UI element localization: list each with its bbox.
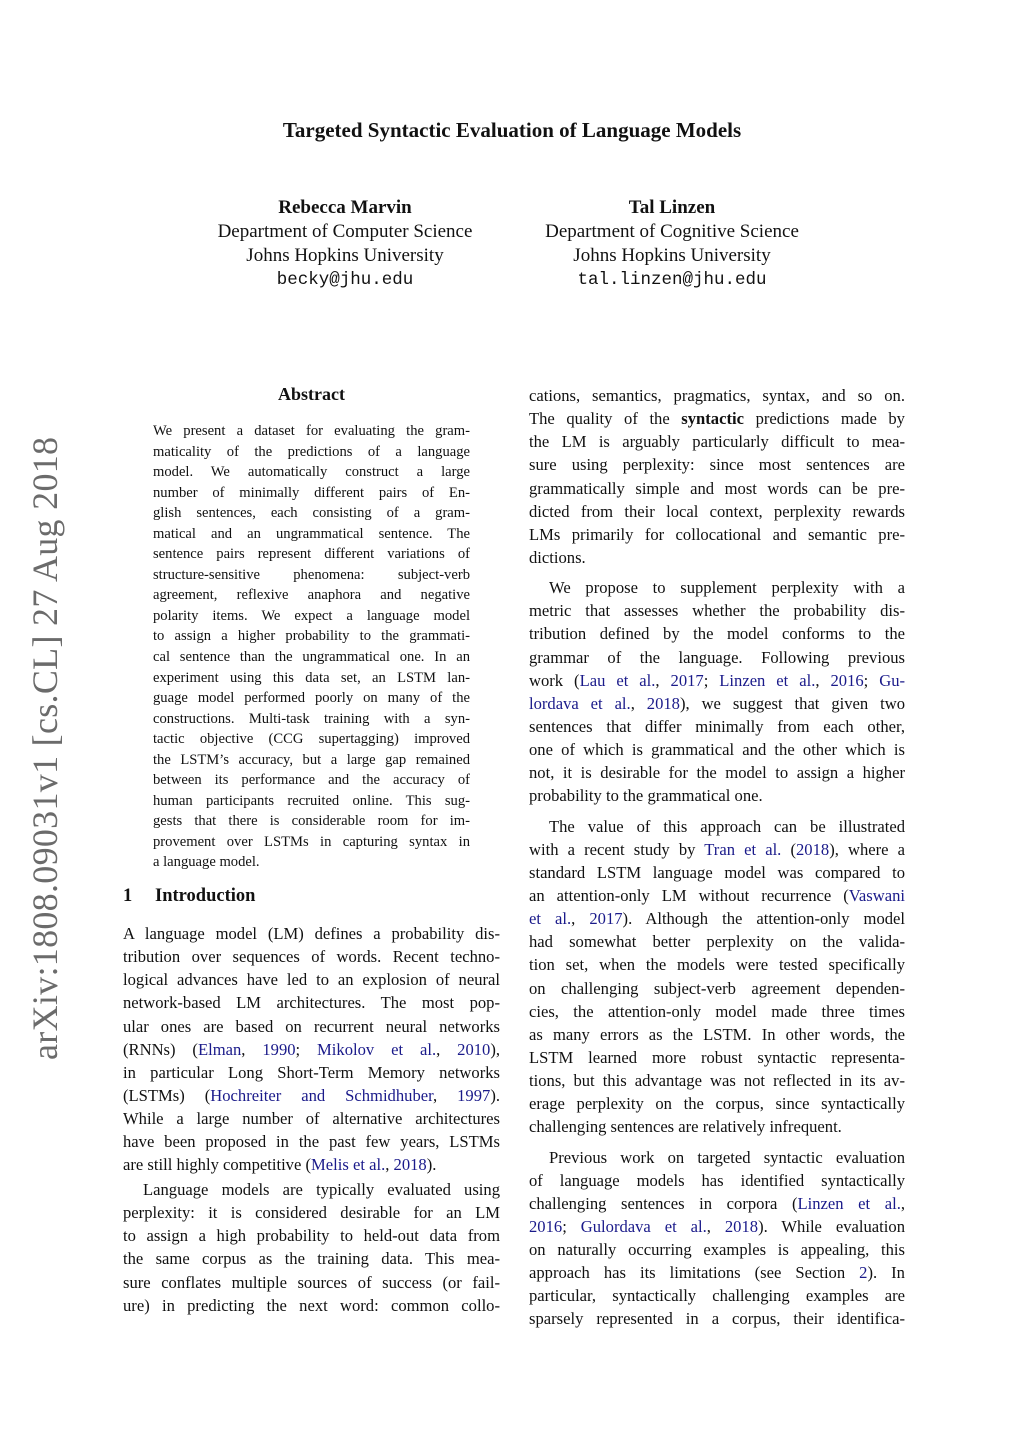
text-line <box>529 669 905 692</box>
text-span: We propose to supplement perplexity with a <box>549 578 905 598</box>
text-line <box>529 692 905 715</box>
citation-link[interactable]: Melis et al. <box>311 1155 386 1175</box>
text-span: , <box>900 1193 905 1213</box>
text-span: challenging sentences in corpora ( <box>529 1193 798 1213</box>
abstract-line: between its performance and the accuracy of <box>153 772 470 789</box>
intro-paragraph-1 <box>123 922 500 1177</box>
text-span: While a large number of alternative architectures <box>123 1109 500 1129</box>
text-span: erage perplexity on the corpus, since syntactically <box>529 1094 905 1114</box>
text-line <box>123 1294 500 1317</box>
text-line <box>123 1271 500 1294</box>
text-line <box>529 1069 905 1092</box>
author-email: tal.linzen@jhu.edu <box>577 270 767 290</box>
text-span: The quality of the <box>529 409 682 429</box>
abstract-line: provement over LSTMs in capturing syntax in <box>153 833 470 850</box>
text-line <box>529 1046 905 1069</box>
text-span: Previous work on targeted syntactic evaluation <box>549 1147 905 1167</box>
text-line <box>529 715 905 738</box>
abstract-body <box>153 421 470 873</box>
text-span: not, it is desirable for the model to assign a higher <box>529 763 905 783</box>
abstract-line: guage model performed poorly on many of the <box>153 690 470 707</box>
text-line <box>529 861 905 884</box>
text-span: ; <box>703 670 720 690</box>
text-span: perplexity: it is considered desirable for an LM <box>123 1203 500 1223</box>
text-span: ), where a <box>829 839 906 859</box>
citation-link[interactable]: 2018 <box>393 1155 427 1175</box>
text-line <box>123 1084 500 1107</box>
text-line <box>529 1023 905 1046</box>
text-span: sparsely represented in a corpus, their identifica- <box>529 1309 905 1329</box>
text-line <box>529 930 905 953</box>
text-line <box>529 884 905 907</box>
text-span: logical advances have led to an explosion of neural <box>123 970 500 990</box>
text-line <box>529 1215 905 1238</box>
text-line <box>529 576 905 599</box>
text-line <box>529 430 905 453</box>
text-span: on naturally occurring examples is appealing, this <box>529 1240 905 1260</box>
citation-link[interactable]: Linzen et al. <box>797 1193 901 1213</box>
text-span: sure using perplexity: since most sentences are <box>529 455 905 475</box>
citation-link[interactable]: Hochreiter and Schmidhuber <box>210 1085 433 1105</box>
text-span: standard LSTM language model was compared to <box>529 862 905 882</box>
text-span: (LSTMs) ( <box>123 1085 211 1105</box>
citation-link[interactable]: Elman <box>197 1039 242 1059</box>
text-span: network-based LM architectures. The most pop- <box>123 993 500 1013</box>
abstract-line: a language model. <box>153 854 260 871</box>
author-name: Rebecca Marvin <box>278 197 412 218</box>
author-block-2 <box>502 196 842 292</box>
abstract-line: gests that there is considerable room for im- <box>153 813 470 830</box>
text-line <box>529 784 905 807</box>
author-university: Johns Hopkins University <box>246 245 444 266</box>
text-line <box>529 1092 905 1115</box>
text-span: had somewhat better perplexity on the valida- <box>529 932 905 952</box>
text-line <box>529 838 905 861</box>
text-line <box>529 477 905 500</box>
paper-title: Targeted Syntactic Evaluation of Language Models <box>282 118 742 142</box>
text-span: dictions. <box>529 547 586 567</box>
citation-link[interactable]: 1990 <box>262 1039 296 1059</box>
text-span: , <box>815 670 831 690</box>
text-span: metric that assesses whether the probability dis- <box>529 601 905 621</box>
citation-link[interactable]: et al. <box>529 909 572 929</box>
text-line <box>529 546 905 569</box>
citation-link[interactable]: 2 <box>859 1263 868 1283</box>
intro-paragraph-2 <box>123 1178 500 1317</box>
citation-link[interactable]: 2017 <box>589 909 623 929</box>
text-span: in particular Long Short-Term Memory networks <box>123 1062 500 1082</box>
text-line <box>529 1238 905 1261</box>
text-span: ; <box>295 1039 318 1059</box>
text-line <box>123 1178 500 1201</box>
text-span: LMs primarily for collocational and semantic pre- <box>529 524 905 544</box>
text-line <box>529 646 905 669</box>
citation-link[interactable]: Gulordava et al. <box>580 1216 707 1236</box>
abstract-line: polarity items. We expect a language model <box>153 607 470 624</box>
citation-link[interactable]: lordava et al. <box>529 693 631 713</box>
author-name: Tal Linzen <box>628 197 716 218</box>
text-span: ). Although the attention-only model <box>622 909 906 929</box>
citation-link[interactable]: Gu- <box>879 670 906 690</box>
text-line <box>123 1153 500 1176</box>
abstract-line: constructions. Multi-task training with a syn- <box>153 710 470 727</box>
text-span: ; <box>562 1216 581 1236</box>
text-span: the LM is arguably particularly difficult to mea- <box>529 432 905 452</box>
text-line <box>529 1261 905 1284</box>
text-span: ), <box>490 1039 501 1059</box>
text-line <box>529 1115 905 1138</box>
text-span: , <box>655 670 671 690</box>
text-line <box>529 599 905 622</box>
abstract-line: tactic objective (CCG supertagging) improved <box>153 731 470 748</box>
text-span: tribution over sequences of words. Recent techno- <box>123 947 500 967</box>
citation-link[interactable]: Lau et al. <box>579 670 656 690</box>
text-line <box>529 1000 905 1023</box>
text-span: ( <box>781 839 796 859</box>
text-span: cies, the attention-only model made three times <box>529 1001 905 1021</box>
text-span: tion set, when the models were tested specifically <box>529 955 905 975</box>
text-line <box>123 1224 500 1247</box>
text-line <box>123 1061 500 1084</box>
text-line <box>123 1015 500 1038</box>
text-line <box>529 1307 905 1330</box>
text-span: , <box>241 1039 263 1059</box>
abstract-line: number of minimally different pairs of En- <box>153 484 470 501</box>
text-line <box>529 761 905 784</box>
text-line <box>529 977 905 1000</box>
text-span: , <box>706 1216 725 1236</box>
abstract-line: experiment using this data set, an LSTM lan- <box>153 669 470 686</box>
abstract-line: sentence pairs represent different variations of <box>153 546 470 563</box>
text-line <box>529 622 905 645</box>
abstract-line: structure-sensitive phenomena: subject-verb <box>153 566 470 583</box>
text-line <box>529 407 905 430</box>
text-span: , <box>385 1155 394 1175</box>
text-span: with a recent study by <box>529 839 705 859</box>
citation-link[interactable]: 2018 <box>646 693 680 713</box>
text-span: work ( <box>529 670 580 690</box>
text-span: challenging sentences are relatively infrequent. <box>529 1117 842 1137</box>
text-span: tions, but this advantage was not reflected in its av- <box>529 1071 905 1091</box>
author-department: Department of Cognitive Science <box>545 221 799 242</box>
text-line <box>529 1146 905 1169</box>
abstract-line: matical and an ungrammatical sentence. The <box>153 525 470 542</box>
citation-link[interactable]: Vaswani <box>848 885 905 905</box>
text-line <box>123 1247 500 1270</box>
abstract-line: model. We automatically construct a large <box>153 464 470 481</box>
text-span: ure) in predicting the next word: common collo- <box>123 1295 500 1315</box>
text-span: ular ones are based on recurrent neural networks <box>123 1016 500 1036</box>
text-line <box>529 907 905 930</box>
text-span: ; <box>863 670 880 690</box>
citation-link[interactable]: 2018 <box>796 839 830 859</box>
text-span: grammar of the language. Following previous <box>529 647 905 667</box>
text-span: , <box>630 693 647 713</box>
text-span: as many errors as the LSTM. In other words, the <box>529 1024 905 1044</box>
text-line <box>123 1107 500 1130</box>
bold-term: syntactic <box>681 409 744 429</box>
text-span: ). <box>490 1085 500 1105</box>
text-span: ). While evaluation <box>758 1216 905 1236</box>
section-heading <box>123 886 255 907</box>
abstract-heading: Abstract <box>278 384 345 404</box>
text-line <box>529 738 905 761</box>
text-span: , <box>432 1085 458 1105</box>
text-span: dicted from their local context, perplexity rewards <box>529 501 905 521</box>
text-span: of language models has identified syntactically <box>529 1170 905 1190</box>
citation-link[interactable]: 1997 <box>457 1085 491 1105</box>
citation-link[interactable]: Linzen et al. <box>719 670 816 690</box>
text-span: (RNNs) ( <box>123 1039 198 1059</box>
text-span: ), we suggest that given two <box>679 693 906 713</box>
text-line <box>529 1284 905 1307</box>
abstract-line: agreement, reflexive anaphora and negative <box>153 587 470 604</box>
abstract-line: to assign a higher probability to the grammati- <box>153 628 470 645</box>
text-line <box>529 815 905 838</box>
text-span: , <box>436 1039 458 1059</box>
text-line <box>529 953 905 976</box>
text-span: ). <box>426 1155 437 1175</box>
text-span: sentences that differ minimally from each other, <box>529 716 905 736</box>
author-university: Johns Hopkins University <box>573 245 771 266</box>
text-line <box>123 1038 500 1061</box>
abstract-line: the LSTM’s accuracy, but a large gap remained <box>153 751 470 768</box>
text-line <box>529 453 905 476</box>
text-span: predictions made by <box>743 409 905 429</box>
abstract-line: maticality of the predictions of a language <box>153 443 470 460</box>
text-line <box>123 922 500 945</box>
citation-link[interactable]: Tran et al. <box>704 839 782 859</box>
citation-link[interactable]: Mikolov et al. <box>317 1039 437 1059</box>
text-span: have been proposed in the past few years, LSTMs <box>123 1132 500 1152</box>
text-span: on challenging subject-verb agreement dependen- <box>529 978 905 998</box>
text-span: the same corpus as the training data. This mea- <box>123 1249 500 1269</box>
text-span: LSTM learned more robust syntactic representa- <box>529 1047 905 1067</box>
text-span: approach has its limitations (see Section <box>529 1263 860 1283</box>
text-span: are still highly competitive ( <box>123 1155 312 1175</box>
author-block-1 <box>175 196 515 292</box>
text-line <box>123 1201 500 1224</box>
text-span: The value of this approach can be illustrated <box>549 816 905 836</box>
text-span: particular, syntactically challenging examples are <box>529 1286 905 1306</box>
text-line <box>123 945 500 968</box>
citation-link[interactable]: 2016 <box>830 670 864 690</box>
text-span: , <box>571 909 590 929</box>
text-span: tribution defined by the model conforms to the <box>529 624 905 644</box>
text-line <box>123 1130 500 1153</box>
abstract-line: cal sentence than the ungrammatical one. In an <box>153 649 470 666</box>
text-line <box>123 991 500 1014</box>
text-span: one of which is grammatical and the other which is <box>529 740 905 760</box>
author-department: Department of Computer Science <box>217 221 473 242</box>
text-line <box>529 384 905 407</box>
section-title: Introduction <box>155 886 256 906</box>
citation-link[interactable]: 2010 <box>457 1039 491 1059</box>
text-line <box>529 500 905 523</box>
text-span: cations, semantics, pragmatics, syntax, and so on. <box>529 386 905 405</box>
text-span: grammatically simple and most words can be pre- <box>529 478 905 498</box>
citation-link[interactable]: 2018 <box>724 1216 759 1236</box>
author-email: becky@jhu.edu <box>276 270 414 290</box>
citation-link[interactable]: 2017 <box>670 670 704 690</box>
text-span: an attention-only LM without recurrence ( <box>529 885 849 905</box>
text-line <box>529 1169 905 1192</box>
text-line <box>123 968 500 991</box>
text-span: sure conflates multiple sources of success (or fail- <box>123 1272 500 1292</box>
abstract-line: human participants recruited online. This sug- <box>153 792 470 809</box>
text-span: ). In <box>867 1263 905 1283</box>
text-span: Language models are typically evaluated using <box>143 1180 500 1199</box>
text-span: probability to the grammatical one. <box>529 786 763 806</box>
text-span: A language model (LM) defines a probability dis- <box>123 924 500 943</box>
citation-link[interactable]: 2016 <box>529 1216 563 1236</box>
text-line <box>529 1192 905 1215</box>
abstract-line: We present a dataset for evaluating the gram- <box>153 423 470 439</box>
text-span: to assign a high probability to held-out data from <box>123 1226 500 1246</box>
text-line <box>529 523 905 546</box>
section-number: 1 <box>123 886 133 906</box>
arxiv-identifier: arXiv:1808.09031v1 [cs.CL] 27 Aug 2018 <box>25 436 65 1060</box>
abstract-line: glish sentences, each consisting of a gram- <box>153 505 470 522</box>
right-column <box>529 384 905 1331</box>
